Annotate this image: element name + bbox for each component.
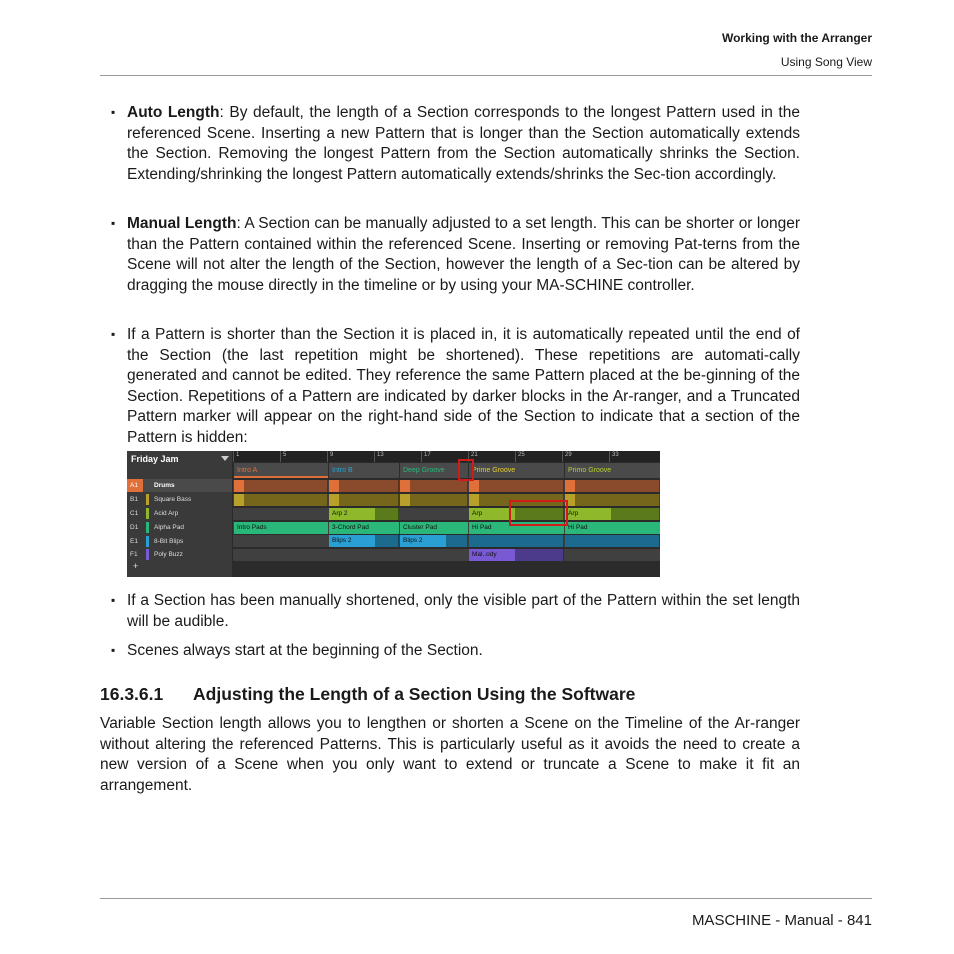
- pattern-block[interactable]: [329, 494, 340, 506]
- group-id: E1: [130, 538, 138, 545]
- ruler-tick-line: [562, 451, 563, 462]
- pattern-clip[interactable]: Blips 2: [329, 535, 375, 547]
- pattern-block[interactable]: [565, 480, 576, 492]
- pattern-repetition: [375, 508, 399, 520]
- arranger-screenshot: [127, 451, 660, 577]
- bullet-scenes-start: Scenes always start at the beginning of the Section.: [127, 642, 483, 659]
- pattern-repetition: [375, 535, 399, 547]
- pattern-clip[interactable]: 3-Chord Pad: [329, 522, 399, 534]
- bullet-marker: ▪: [111, 643, 116, 657]
- running-header-subtitle: Using Song View: [780, 55, 872, 69]
- timeline-ruler[interactable]: [233, 451, 660, 462]
- pattern-block[interactable]: [234, 494, 245, 506]
- group-name: Alpha Pad: [154, 524, 184, 531]
- running-header-title: Working with the Arranger: [721, 31, 872, 45]
- ruler-tick-line: [280, 451, 281, 462]
- section-intro-b[interactable]: Intro B: [329, 463, 399, 478]
- bullet-body: : A Section can be manually adjusted to a set length. This can be shorter or longer than the Pattern contained within the referenced Scene. Inserting or removing Pat-terns from the Scene will not alter the length of the Section, however the length of a Sec-tion can be altered by dragging the mouse directly in the timeline or by using your MA-SCHINE controller.: [127, 215, 800, 294]
- section-heading: [100, 684, 635, 705]
- ruler-tick-label: 13: [377, 452, 384, 458]
- chevron-down-icon: [221, 456, 229, 461]
- pattern-repetition: [469, 535, 564, 547]
- section-prime-groove[interactable]: Prime Groove: [469, 463, 564, 478]
- footer-rule: [100, 898, 872, 899]
- pattern-clip[interactable]: Hi Pad: [469, 522, 564, 534]
- project-name: Friday Jam: [131, 454, 179, 464]
- bullet-auto-length: [127, 103, 800, 185]
- pattern-repetition: [245, 494, 328, 506]
- ruler-tick-label: 21: [471, 452, 478, 458]
- ruler-tick-line: [515, 451, 516, 462]
- bullet-body: : By default, the length of a Section corresponds to the longest Pattern used in the referenced Scene. Inserting a new Pattern that is longer than the Section automatically extends the Section. Removing the longest Pattern from the Section automatically shrinks the Section. Extending/shrinking the longest Pattern automatically extends/shrinks the Sec-tion accordingly.: [127, 104, 800, 183]
- pattern-clip[interactable]: Arp 2: [329, 508, 375, 520]
- pattern-block[interactable]: [234, 480, 245, 492]
- section-paragraph: Variable Section length allows you to lengthen or shorten a Scene on the Timeline of the Ar-ranger without altering the referenced Patterns. This is particularly useful as it avoids the need to create a new version of a Scene when you only want to extend or truncate a Scene to make it fit an arrangement.: [100, 715, 800, 794]
- section-number: 16.3.6.1: [100, 684, 164, 704]
- group-color-swatch: [146, 508, 149, 519]
- bullet-marker: ▪: [111, 327, 116, 341]
- ruler-tick-line: [609, 451, 610, 462]
- group-color-swatch: [146, 549, 149, 560]
- ruler-tick-line: [374, 451, 375, 462]
- pattern-repetition: [446, 535, 468, 547]
- ruler-tick-line: [233, 451, 234, 462]
- bullet-marker: ▪: [111, 105, 116, 119]
- pattern-repetition: [565, 535, 660, 547]
- ruler-tick-line: [327, 451, 328, 462]
- track-lane: [233, 549, 660, 561]
- group-row-c1: [127, 507, 232, 520]
- group-id: C1: [130, 510, 139, 517]
- group-row-f1: [127, 548, 232, 561]
- pattern-repetition: [245, 480, 328, 492]
- truncated-pattern-marker-highlight: [458, 459, 474, 481]
- bullet-manually-shortened: If a Section has been manually shortened, only the visible part of the Pattern within the set length will be audible.: [127, 592, 800, 630]
- group-row-d1: [127, 521, 232, 534]
- group-name: Drums: [154, 482, 175, 489]
- pattern-block[interactable]: [400, 494, 411, 506]
- pattern-repetition: [480, 480, 564, 492]
- group-id: A1: [127, 479, 143, 492]
- group-name: Acid Arp: [154, 510, 179, 517]
- page-footer: MASCHINE - Manual - 841: [691, 912, 872, 929]
- add-group-button[interactable]: +: [133, 561, 139, 571]
- group-color-swatch: [146, 494, 149, 505]
- bullet-term: Auto Length: [127, 104, 220, 121]
- pattern-repetition: [340, 480, 399, 492]
- group-name: Square Bass: [154, 496, 192, 503]
- header-rule: [100, 75, 872, 76]
- ruler-tick-label: 5: [283, 452, 287, 458]
- group-id: B1: [130, 496, 138, 503]
- arranger-group-list: [127, 451, 232, 577]
- pattern-repetition: [576, 494, 660, 506]
- ruler-tick-label: 17: [424, 452, 431, 458]
- pattern-block[interactable]: [329, 480, 340, 492]
- group-id: F1: [130, 551, 138, 558]
- ruler-tick-label: 29: [565, 452, 572, 458]
- bullet-term: Manual Length: [127, 215, 237, 232]
- bullet-manual-length: [127, 214, 800, 296]
- pattern-clip[interactable]: Hi Pad: [565, 522, 660, 534]
- ruler-tick-label: 9: [330, 452, 334, 458]
- group-name: 8-Bit Blips: [154, 538, 184, 545]
- section-intro-a[interactable]: Intro A: [234, 463, 328, 478]
- pattern-repetition: [340, 494, 399, 506]
- pattern-repetition: [611, 508, 660, 520]
- group-id: D1: [130, 524, 139, 531]
- repetition-highlight: [509, 500, 568, 526]
- pattern-repetition: [515, 549, 564, 561]
- bullet-marker: ▪: [111, 593, 116, 607]
- bullet-marker: ▪: [111, 216, 116, 230]
- group-color-swatch: [146, 522, 149, 533]
- pattern-block[interactable]: [400, 480, 411, 492]
- bullet-pattern-repeat: If a Pattern is shorter than the Section it is placed in, it is automatically repeated until the end of the Section (the last repetition might be shortened). These repetitions are automati-cally generated and cannot be edited. They reference the same Pattern placed at the be-ginning of the Section. Repetitions of a Pattern are indicated by darker blocks in the Ar-ranger, and a Truncated Pattern marker will appear on the right-hand side of the Section to indicate that a section of the Pattern is hidden:: [127, 326, 800, 446]
- pattern-clip[interactable]: Cluster Pad: [400, 522, 468, 534]
- pattern-block[interactable]: [469, 494, 480, 506]
- ruler-tick-line: [421, 451, 422, 462]
- group-row-b1: [127, 493, 232, 506]
- section-deep-groove[interactable]: Deep Groove: [400, 463, 468, 478]
- section-title: Adjusting the Length of a Section Using the Software: [193, 684, 636, 704]
- ruler-tick-label: 25: [518, 452, 525, 458]
- group-row-e1: [127, 535, 232, 548]
- pattern-clip[interactable]: Blips 2: [400, 535, 446, 547]
- pattern-clip[interactable]: Arp: [565, 508, 611, 520]
- pattern-repetition: [411, 480, 468, 492]
- group-color-swatch: [146, 536, 149, 547]
- group-row-a1: [127, 479, 232, 492]
- pattern-clip[interactable]: Arp: [469, 508, 515, 520]
- ruler-tick-label: 33: [612, 452, 619, 458]
- pattern-repetition: [411, 494, 468, 506]
- ruler-tick-label: 1: [236, 452, 240, 458]
- pattern-repetition: [576, 480, 660, 492]
- pattern-clip[interactable]: Mal..ody: [469, 549, 515, 561]
- pattern-clip[interactable]: Intro Pads: [234, 522, 328, 534]
- group-name: Poly Buzz: [154, 551, 183, 558]
- section-primo-groove[interactable]: Primo Groove: [565, 463, 660, 478]
- pattern-block[interactable]: [469, 480, 480, 492]
